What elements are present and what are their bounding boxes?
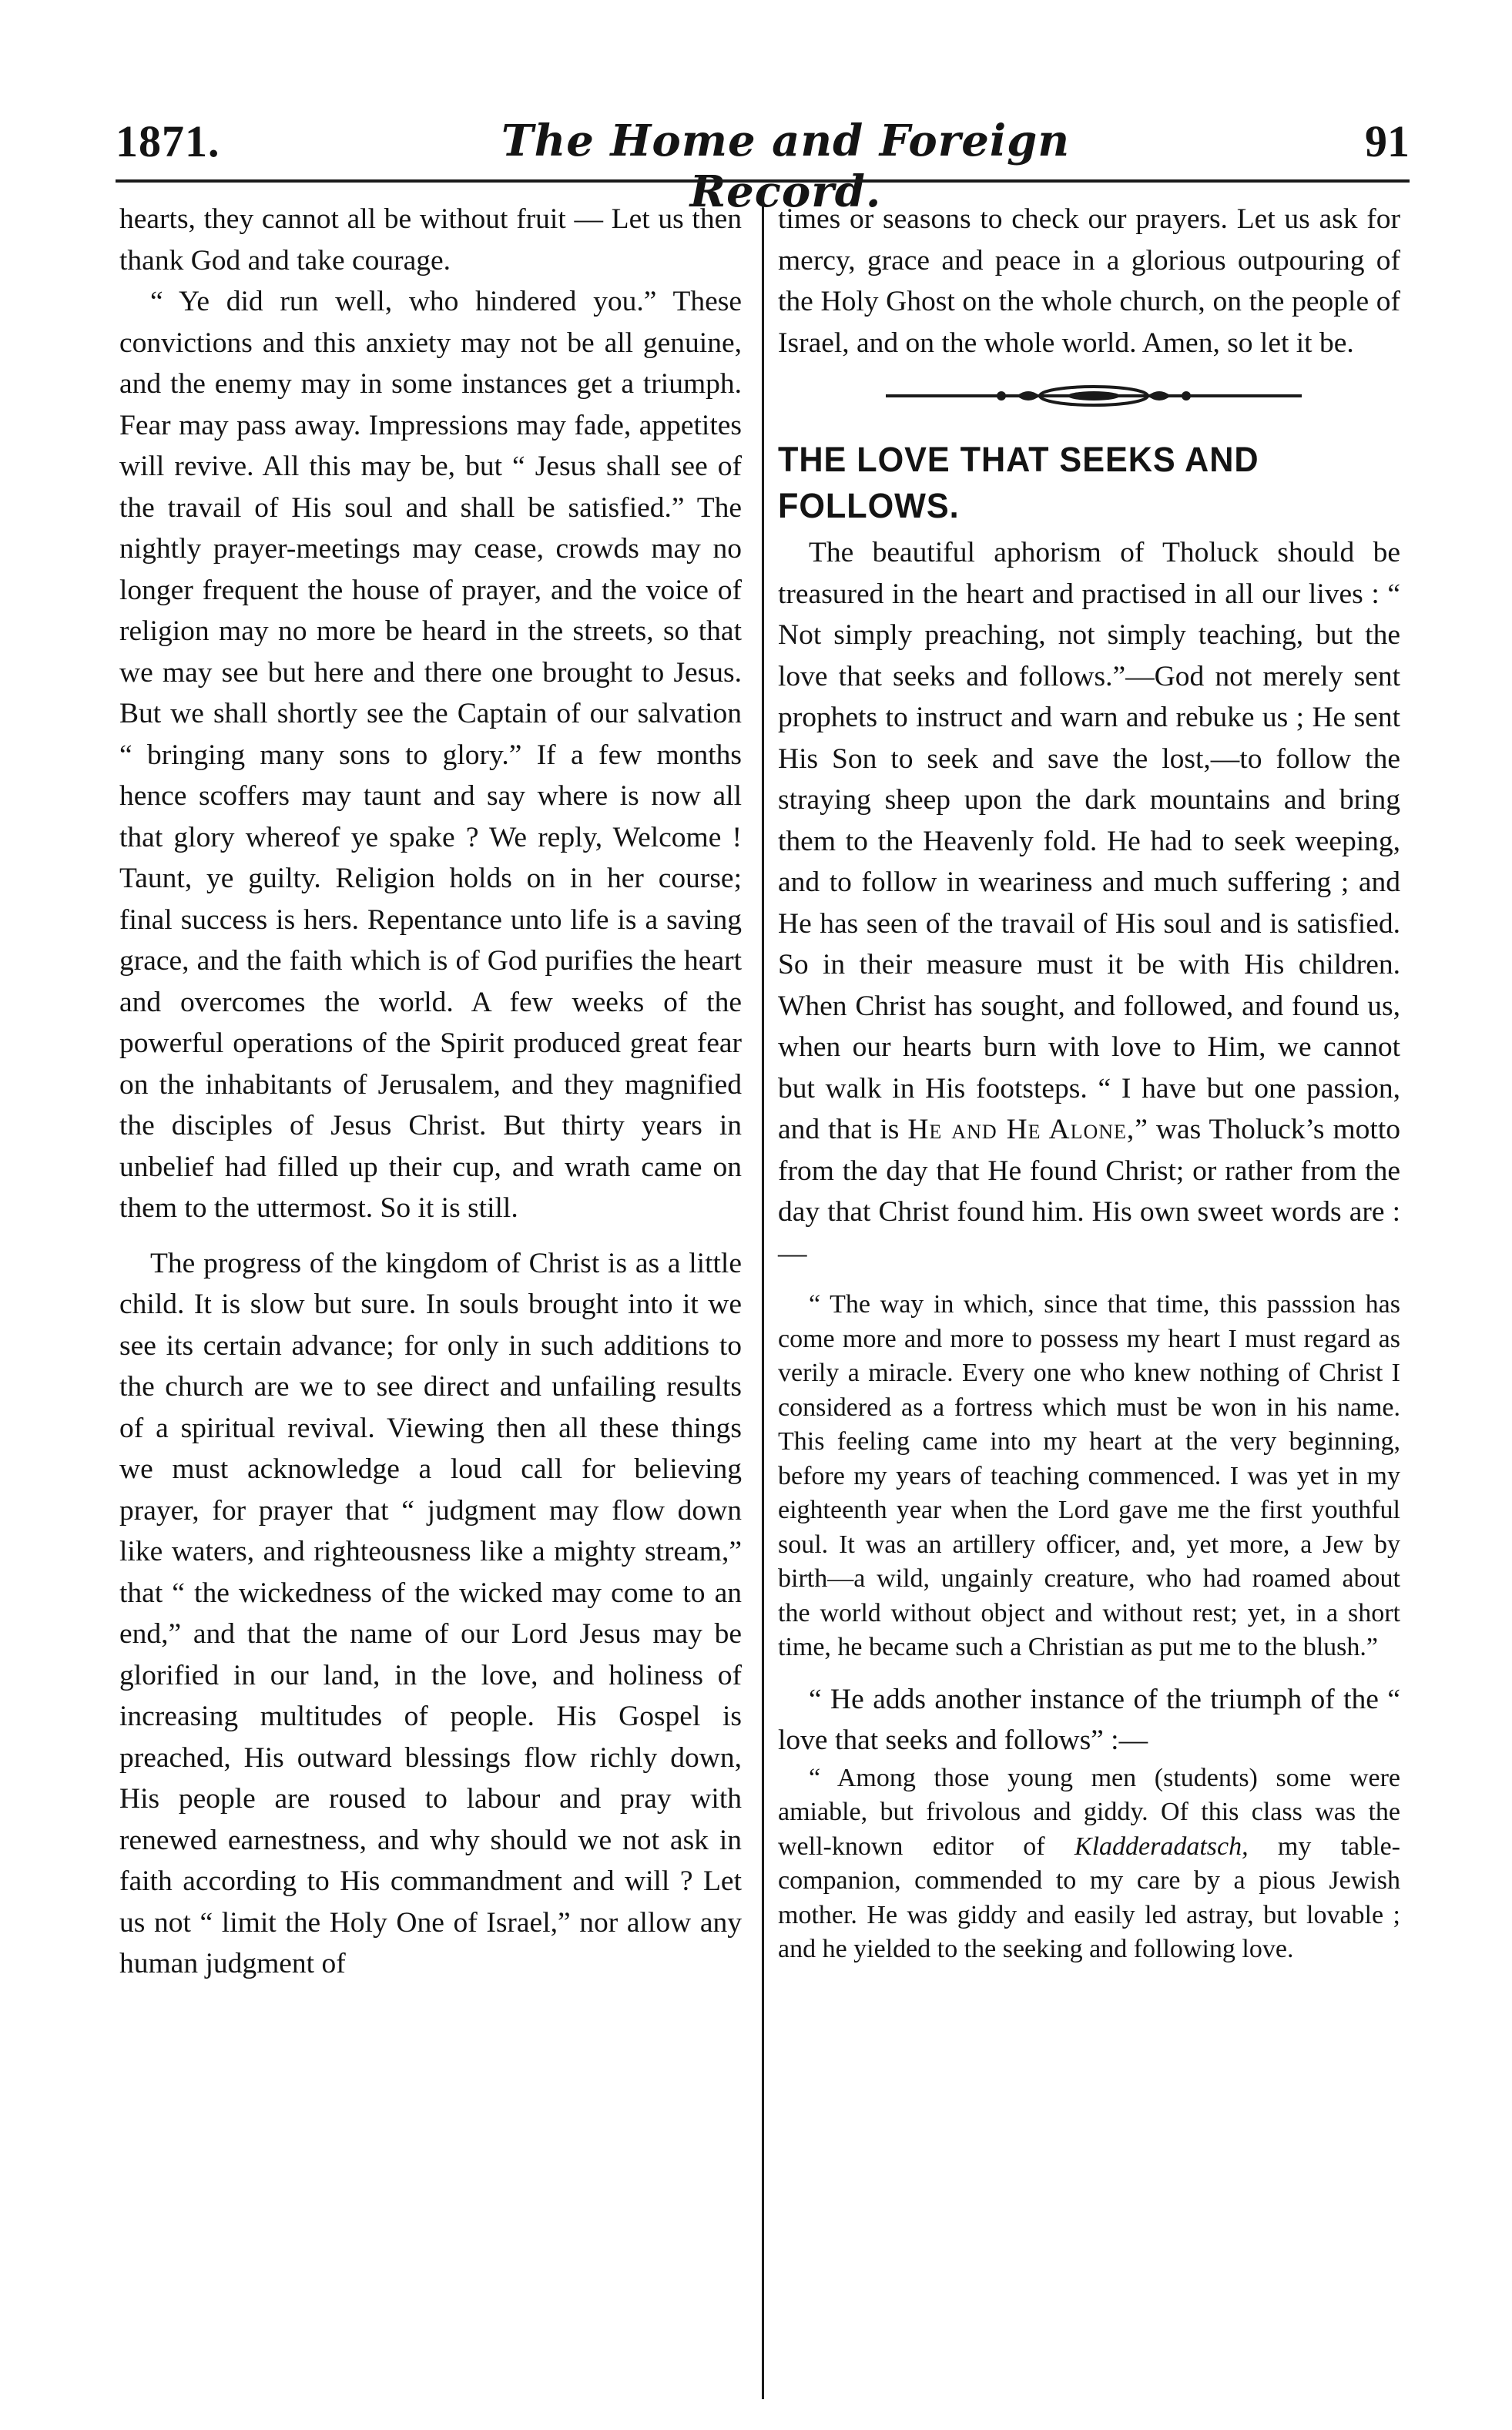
section-heading: THE LOVE THAT SEEKS AND FOLLOWS. [778,440,1259,525]
quote-2-tail: my table-companion, commended to my care by a pious Jewish mother. He was giddy and easily led astray, but lovable ; and he yielded to the seeking and following love. [778,1832,1401,1963]
left-paragraph-2: “ Ye did run well, who hindered you.” These convictions and this anxiety may not be all genuine, and the enemy may in some instances get a triumph. Fear may pass away. Impressions may fade, appetites will revive. All this may be, but “ Jesus shall see of the travail of His soul and shall be satisfied.” The nightly prayer-meetings may cease, crowds may no longer frequent the house of prayer, and the voice of religion may no more be heard in the streets, so that we may see but here and there one brought to Jesus. But we shall shortly see the Captain of our salvation “ bringing many sons to glory.” If a few months hence scoffers may taunt and say where is now all that glory whereof ye spake ? We reply, Welcome ! Taunt, ye guilty. Religion holds on in her course; final success is hers. Repentance unto life is a saving grace, and the faith which is of God purifies the heart and overcomes the world. A few weeks of the powerful operations of the Spirit produced great fear on the inhabitants of Jerusalem, and they magnified the disciples of Jesus Christ. But thirty years in unbelief had filled up their cup, and wrath came on them to the uttermost. So it is still. [119,286,742,1224]
left-paragraph-3: The progress of the kingdom of Christ is as a little child. It is slow but sure. In souls brought into it we see its certain advance; for only in such additions to the church are we to see direct and unfailing results of a spiritual revival. Viewing then all these things we must acknowledge a loud call for believing prayer, for prayer that “ judgment may flow down like waters, and righteousness like a mighty stream,” that “ the wickedness of the wicked may come to an end,” and that the name of our Lord Jesus may be glorified in our land, in the love, and holiness of increasing multitudes of people. His Gospel is preached, His outward blessings flow richly down, His people are roused to labour and pray with renewed earnestness, and why should we not ask in faith according to His commandment and will ? Let us not “ limit the Holy One of Israel,” nor allow any human judgment of [119,1247,742,1979]
right-paragraph-2-tail: ” was Tholuck’s motto from the day that He found Christ; or rather from the day that Christ found him. His own sweet words are :— [778,1114,1400,1269]
ornament-rule-icon [886,380,1302,411]
periodical-name: Kladderadatsch, [1074,1832,1249,1861]
page-number: 91 [1365,116,1410,166]
header-rule [116,179,1410,183]
tholuck-quote-2 [778,1761,1400,1967]
right-paragraph-1: times or seasons to check our prayers. Let us ask for mercy, grace and peace in a glorious outpouring of the Holy Ghost on the whole church, on the people of Israel, and on the whole world. Amen, so let it be. [778,203,1400,359]
left-paragraph-1: hearts, they cannot all be without fruit — Let us then thank God and take courage. [119,203,742,277]
right-paragraph-2 [778,532,1400,1274]
running-header [116,116,1410,217]
right-column [778,199,1400,1967]
right-paragraph-3: “ He adds another instance of the triumph of the “ love that seeks and follows” :— [778,1683,1400,1756]
tholuck-quote-1: “ The way in which, since that time, this passsion has come more and more to possess my heart I must regard as verily a miracle. Every one who knew nothing of Christ I considered as a fortress which must be won in his name. This feeling came into my heart at the very beginning, before my years of teaching commenced. I was yet in my eighteenth year when the Lord gave me the first youthful soul. It was an artillery officer, and, yet more, a Jew by birth—a wild, ungainly creature, who had roamed about the world without object and without rest; yet, in a short time, he became such a Christian as put me to the blush.” [778,1290,1400,1661]
header-year: 1871. [116,116,220,166]
quote-2-text: “ Among those young men (students) some were amiable, but frivolous and giddy. Of this class was the well-known editor of [778,1763,1400,1861]
ornamental-divider [778,364,1400,437]
journal-title: The Home and Foreign Record. [501,116,1071,217]
motto-smallcaps: He and He Alone, [907,1114,1135,1145]
left-column [119,199,742,1985]
column-divider [762,193,764,2399]
right-paragraph-2-text: The beautiful aphorism of Tholuck should be treasured in the heart and practised in all our lives : “ Not simply preaching, not simply teaching, but the love that seeks and follows.”—God not merely sent prophets to instruct and warn and rebuke us ; He sent His Son to seek and save the lost,—to follow the straying sheep upon the dark mountains and bring them to the Heavenly fold. He had to seek weeping, and to follow in weariness and much suffering ; and He has seen of the travail of His soul and is satisfied. So in their measure must it be with His children. When Christ has sought, and followed, and found us, when our hearts burn with love to Him, we cannot but walk in His footsteps. “ I have but one passion, and that is [778,537,1400,1145]
